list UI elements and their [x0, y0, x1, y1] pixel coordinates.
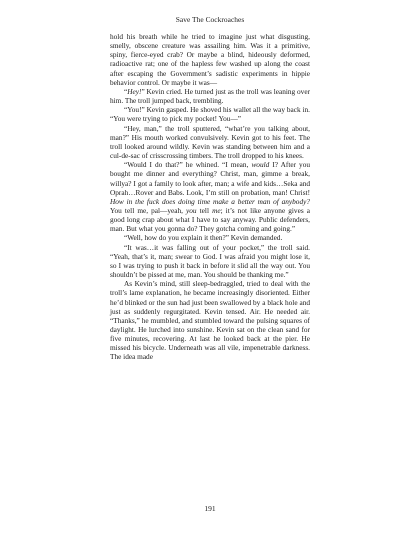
- text-run: ; it’s not like anyone gives a good long crap about what I have to say anyway. Public defenders, man. But what you gonna do? They gotcha coming and going.”: [110, 205, 310, 234]
- body-text: [110, 32, 310, 362]
- italic-text: Hey!: [127, 86, 142, 96]
- italic-text: would: [251, 160, 270, 170]
- text-run: ” Kevin cried. He turned just as the troll was leaning over him. The troll jumped back, trembling.: [110, 86, 310, 106]
- text-run: You tell me, pal—yeah,: [110, 205, 187, 215]
- paragraph: [110, 32, 310, 87]
- italic-text: How in the fuck does doing time make a better man of anybody?: [110, 196, 310, 206]
- text-run: “Well, how do you explain it then?” Kevin demanded.: [124, 233, 283, 243]
- paragraph: [110, 87, 310, 105]
- paragraph: [110, 279, 310, 361]
- paragraph: [110, 124, 310, 161]
- italic-text: you: [186, 205, 197, 215]
- text-run: hold his breath while he tried to imagine just what disgusting, smelly, obscene creature was assailing him. Was it a primitive, spiny, fierce-eyed crab? Or maybe a blind, hideously deformed, radioactive rat; one of the hapless few washed up along the coast after escaping the Government’s sadistic experiments in hippie behavior control. Or maybe it was—: [110, 32, 310, 87]
- paragraph: [110, 160, 310, 233]
- text-run: “Hey, man,” the troll sputtered, “what’re you talking about, man?” His mouth worked convulsively. Kevin got to his feet. The troll looked around wildly. Kevin was standing between him and a cul-de-sac of crisscrossing timbers. The troll dropped to his knees.: [110, 123, 310, 161]
- paragraph: [110, 233, 310, 242]
- text-run: As Kevin’s mind, still sleep-bedraggled, tried to deal with the troll’s lame explanation, he became increasingly disoriented. Either he’d blinked or the sun had just been swallowed by a black hole and just as suddenly regurgitated. Kevin tensed. Air. He needed air. “Thanks,” he mumbled, and stumbled toward the pulsing squares of daylight. He lurched into sunshine. Kevin sat on the clean sand for five minutes, recovering. At last he looked back at the pier. He missed his bicycle. Underneath was all vile, impenetrable darkness. The idea made: [110, 279, 310, 362]
- text-run: “It was…it was falling out of your pocket,” the troll said. “Yeah, that’s it, man; swear to God. I was afraid you might lose it, so I was trying to push it back in before it slid all the way out. You shouldn’t be pissed at me, man. You should be thanking me.”: [110, 242, 310, 280]
- text-run: “You!” Kevin gasped. He shoved his wallet all the way back in. “You were trying to pick my pocket! You—”: [110, 105, 310, 124]
- text-run: “: [124, 86, 128, 96]
- text-run: “Would I do that?” he whined. “I mean,: [124, 160, 252, 170]
- paragraph: [110, 243, 310, 280]
- running-head: Save The Cockroaches: [175, 15, 245, 24]
- italic-text: me: [212, 205, 221, 215]
- text-run: tell: [196, 205, 213, 215]
- page-number: 191: [204, 504, 216, 513]
- paragraph: [110, 105, 310, 123]
- text-run: I? After you bought me dinner and everything? Christ, man, gimme a break, willya? I got a family to look after, man; a wife and kids…Seka and Oprah…Rover and Babs. Look, I’m still on probation, man! Christ!: [110, 160, 310, 197]
